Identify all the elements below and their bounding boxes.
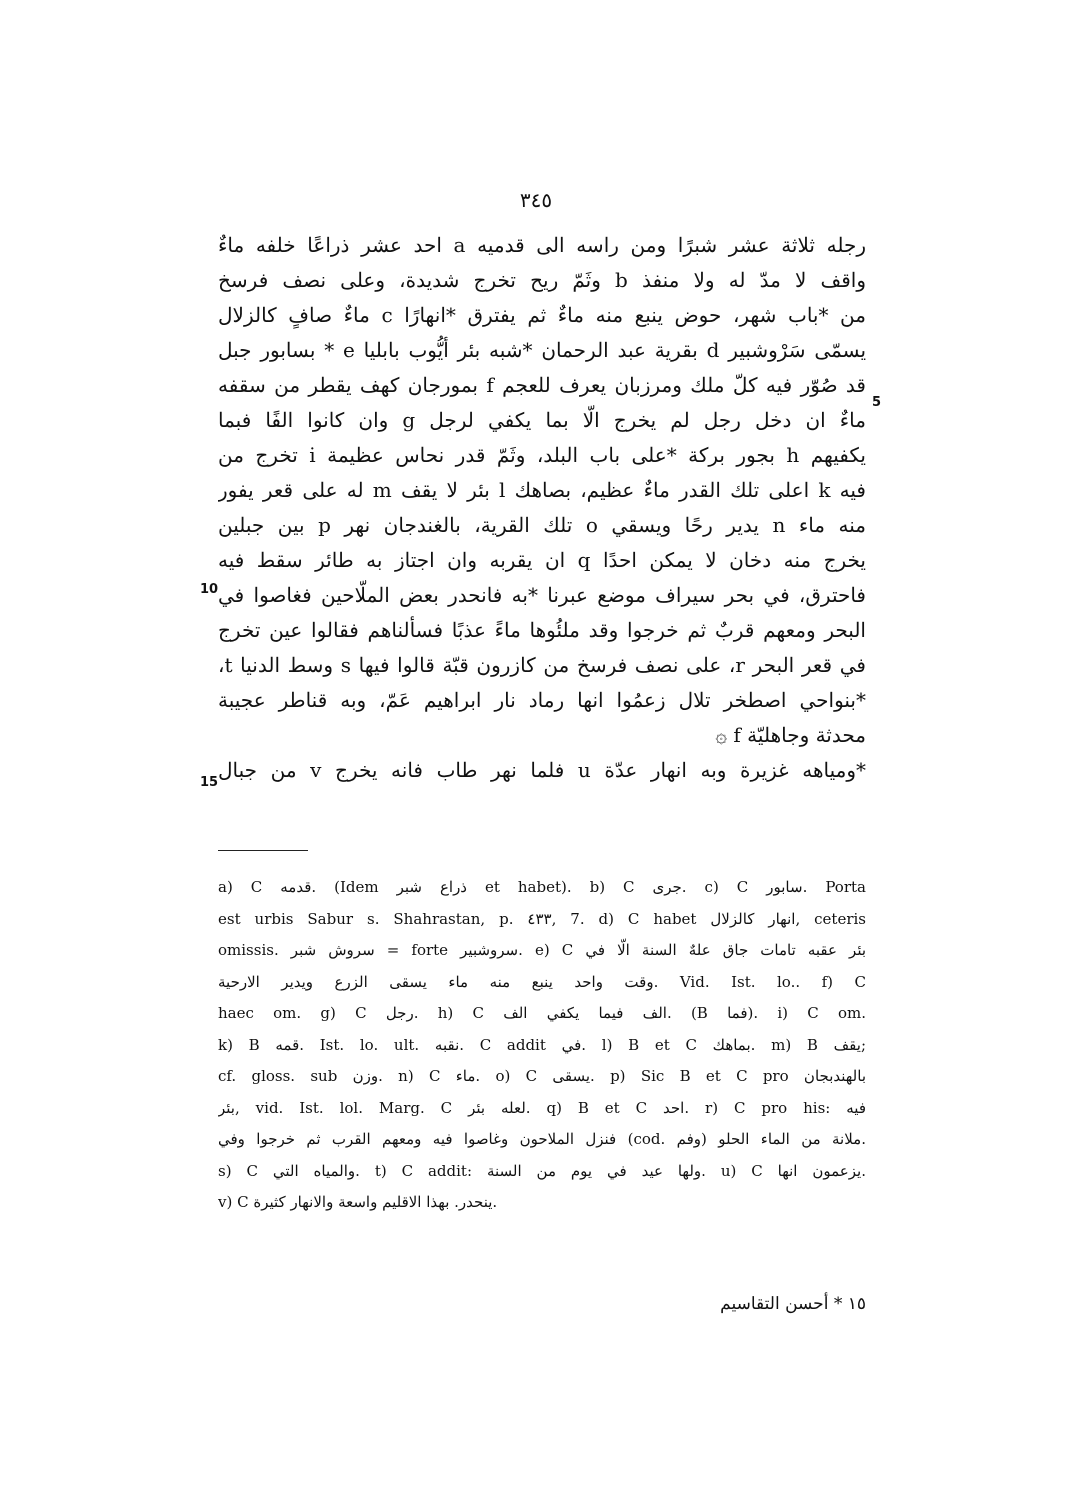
footnote-line: بئر, vid. Ist. lol. Marg. C لعله بئر. q) B et C احد. r) C pro his: فيه <box>218 1098 866 1117</box>
footnote-line: omissis. سروش شبر = forte سروشبير. e) C بئر عقبه تامات جاق علهٌ السنة الّا في <box>218 941 866 959</box>
line-number-15: 15 <box>200 775 219 790</box>
text-line: فيه k اعلى تلك القدر ماءٌ عظيم، بصاهك l بئر لا يقف m له على قعر يفور <box>218 478 866 502</box>
footnote-line: k) B قمه. Ist. lo. ult. نقبه. C addit في. l) B et C بماهك. m) B يقف; <box>218 1035 866 1054</box>
text-line: من *باب شهر، حوض ينبع منه ماءٌ ثم يفترق *انهارًا c ماءٌ صافٍ كالزلال <box>218 303 866 327</box>
line-number-5: 5 <box>872 395 882 410</box>
text-line: البحر ومعهم قربٌ ثم خرجوا وقد ملئُوها ماءً عذبًا فسألناهم فقالوا عين تخرج <box>218 618 866 642</box>
page-number: ٣٤٥ <box>519 188 553 212</box>
signature-mark: ١٥ * أحسن التقاسيم <box>720 1294 866 1314</box>
footnote-line: haec om. g) C رجل. h) C الف فيما يكفي الف. (B فما). i) C om. <box>218 1004 866 1022</box>
text-line: ماءٌ ان دخل رجل لم يخرج الّا بما يكفي لرجل g وان كانوا الفًا فبما <box>218 408 866 432</box>
text-line: محدثة وجاهليّة f ۞ <box>715 723 866 747</box>
main-text <box>218 228 866 788</box>
footnote-line: وقت واحد ينبع منه ماء يسقى الزرع ويدير الارحية. Vid. Ist. lo.. f) C <box>218 972 866 991</box>
footnote-line: v) C ينحدر. بهذا الاقليم واسعة والانهار كثيرة. <box>218 1193 498 1211</box>
footnote-line: a) C قدمه. (Idem ذراع شبر et habet). b) C جرى. c) C سابور. Porta <box>218 878 866 896</box>
text-line: في قعر البحر r، على نصف فرسخ من كازرون قبّة قالوا فيها s وسط الدنيا t، <box>218 653 866 677</box>
text-line: رجله ثلاثة عشر شبرًا ومن راسه الى قدميه a احد عشر ذراعًا خلفه ماءٌ <box>218 233 866 257</box>
text-line: منه ماء n يدير رحًا ويسقي o تلك القرية، بالغندجان نهر p بين جبلين <box>218 513 866 537</box>
footnote-line: فنزل الملاحون وغاصوا فيه ومعهم القرب ثم خرجوا وفي (cod. وفم) ملانة من الماء الحلو. <box>218 1130 866 1148</box>
text-line: يكفيهم h بجور بركة *على باب البلد، وثَمّ قدر نحاس عظيمة i تخرج من <box>218 443 866 467</box>
text-line-final: *ومياهه غزيرة وبه انهار عدّة u فلما نهر طاب فانه يخرج v من جبال <box>218 758 866 782</box>
footnote-separator <box>218 850 308 851</box>
text-line: واقف لا مدّ له ولا منفذ b وثَمّ ريح تخرج شديدة، وعلى نصف فرسخ <box>218 268 866 292</box>
text-line: قد صُوّر فيه كلّ ملك ومرزبان يعرف للعجم f بمورجان كهف يقطر من سقفه <box>218 373 866 397</box>
text-line: يخرج منه دخان لا يمكن احدًا q ان يقربه وان اجتاز به طائر سقط فيه <box>218 548 866 572</box>
footnotes <box>218 872 866 1219</box>
footnote-line: s) C والمياه التي. t) C addit: ولها عيد في يوم من السنة. u) C يزعمون انها. <box>218 1161 866 1180</box>
text-line: فاحترق، في بحر سيراف موضع عبرنا *به فانحدر بعض الملّاحين فغاصوا في <box>218 583 866 607</box>
text-line: يسمّى سَرْوشبير d بقرية عبد الرحمان *شبه بئر أيُّوب بابليا e * بسابور جبل <box>218 338 866 362</box>
footnote-line: est urbis Sabur s. Shahrastan, p. ٤٣٣, 7. d) C habet انهار كالزلال, ceteris <box>218 909 866 928</box>
text-line: *بنواحي اصطخر تلال زعمُوا انها رماد نار ابراهيم عَمّ، وبه قناطر عجيبة <box>218 688 866 712</box>
footnote-line: cf. gloss. sub وزن. n) C ماء. o) C يسقى. p) Sic B et C pro بالهندبجان <box>218 1067 866 1085</box>
line-number-10: 10 <box>200 582 219 597</box>
